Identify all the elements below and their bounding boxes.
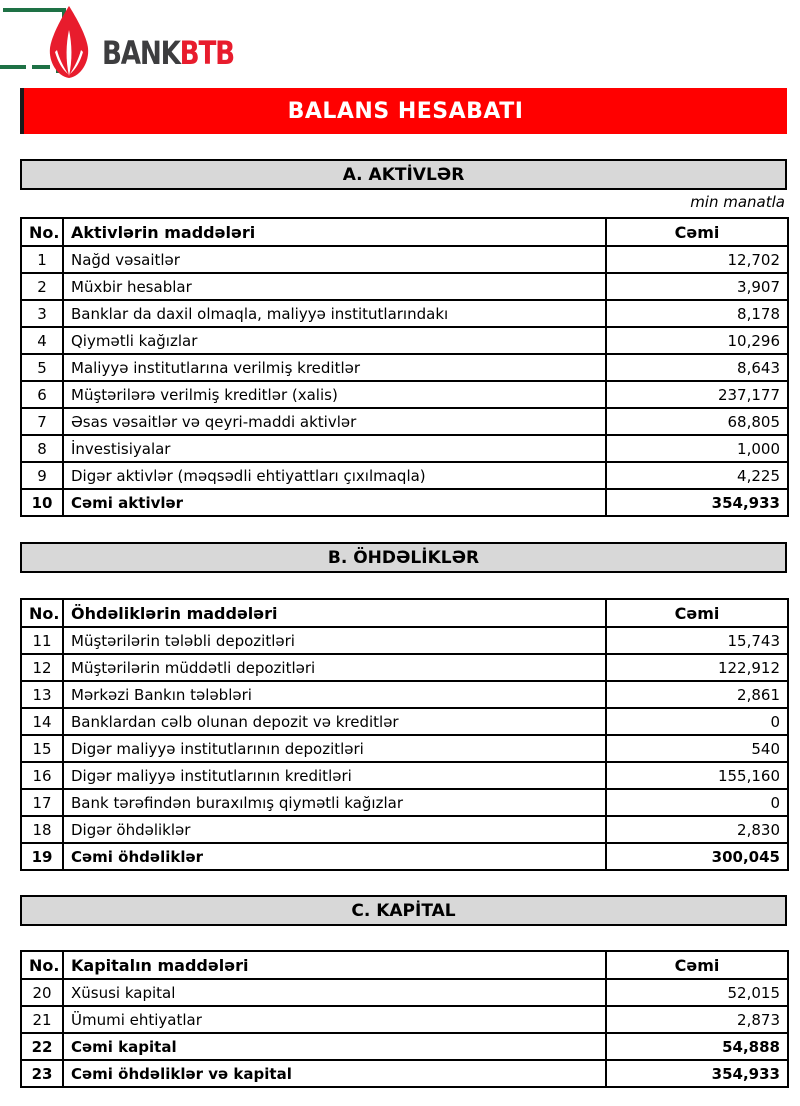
table-header-row: [21, 218, 788, 246]
table-row: [21, 327, 788, 354]
row-value: 52,015: [606, 979, 788, 1006]
row-label: Banklardan cəlb olunan depozit və kreditlər: [63, 708, 606, 735]
row-number: 7: [21, 408, 63, 435]
row-label: Müştərilərə verilmiş kreditlər (xalis): [63, 381, 606, 408]
table-row: [21, 246, 788, 273]
column-header-total: Cəmi: [606, 218, 788, 246]
row-label: Xüsusi kapital: [63, 979, 606, 1006]
row-value: 12,702: [606, 246, 788, 273]
row-number: 20: [21, 979, 63, 1006]
report-title: BALANS HESABATI: [287, 98, 524, 124]
assets-table: [20, 217, 789, 517]
row-value: 0: [606, 789, 788, 816]
row-label: Digər öhdəliklər: [63, 816, 606, 843]
row-label: Digər maliyyə institutlarının depozitləri: [63, 735, 606, 762]
table-header-row: [21, 599, 788, 627]
table-row: [21, 843, 788, 870]
row-label: Cəmi öhdəliklər: [63, 843, 606, 870]
row-value: 2,873: [606, 1006, 788, 1033]
table-row: [21, 816, 788, 843]
column-header-no: No.: [21, 951, 63, 979]
column-header-items: Aktivlərin maddələri: [63, 218, 606, 246]
row-value: 354,933: [606, 489, 788, 516]
capital-table: [20, 950, 789, 1088]
row-number: 22: [21, 1033, 63, 1060]
row-label: Digər aktivlər (məqsədli ehtiyattları çıxılmaqla): [63, 462, 606, 489]
table-row: [21, 627, 788, 654]
row-value: 8,643: [606, 354, 788, 381]
logo-bank-text: BANK: [102, 34, 180, 72]
report-title-banner: [20, 88, 787, 134]
row-label: Cəmi kapital: [63, 1033, 606, 1060]
table-row: [21, 708, 788, 735]
row-number: 19: [21, 843, 63, 870]
table-row: [21, 435, 788, 462]
table-row: [21, 1006, 788, 1033]
section-header-assets: [20, 159, 787, 190]
row-value: 10,296: [606, 327, 788, 354]
row-label: Mərkəzi Bankın tələbləri: [63, 681, 606, 708]
table-row: [21, 300, 788, 327]
row-number: 13: [21, 681, 63, 708]
row-number: 5: [21, 354, 63, 381]
table-header-row: [21, 951, 788, 979]
row-number: 6: [21, 381, 63, 408]
row-number: 11: [21, 627, 63, 654]
row-number: 17: [21, 789, 63, 816]
row-number: 4: [21, 327, 63, 354]
row-value: 354,933: [606, 1060, 788, 1087]
row-value: 68,805: [606, 408, 788, 435]
column-header-items: Kapitalın maddələri: [63, 951, 606, 979]
row-number: 16: [21, 762, 63, 789]
row-number: 3: [21, 300, 63, 327]
section-title: A. AKTİVLƏR: [342, 164, 465, 185]
row-number: 2: [21, 273, 63, 300]
row-label: Nağd vəsaitlər: [63, 246, 606, 273]
row-label: Müştərilərin tələbli depozitləri: [63, 627, 606, 654]
row-value: 237,177: [606, 381, 788, 408]
table-row: [21, 408, 788, 435]
row-number: 18: [21, 816, 63, 843]
row-number: 14: [21, 708, 63, 735]
column-header-total: Cəmi: [606, 951, 788, 979]
section-header-capital: [20, 895, 787, 926]
flame-icon: [44, 6, 94, 78]
table-row: [21, 354, 788, 381]
logo-wordmark: [102, 34, 234, 72]
row-label: Qiymətli kağızlar: [63, 327, 606, 354]
row-label: Bank tərəfindən buraxılmış qiymətli kağızlar: [63, 789, 606, 816]
row-label: İnvestisiyalar: [63, 435, 606, 462]
row-label: Banklar da daxil olmaqla, maliyyə institutlarındakı: [63, 300, 606, 327]
row-number: 21: [21, 1006, 63, 1033]
row-label: Ümumi ehtiyatlar: [63, 1006, 606, 1033]
row-value: 8,178: [606, 300, 788, 327]
row-label: Maliyyə institutlarına verilmiş kreditlər: [63, 354, 606, 381]
logo-btb-text: BTB: [179, 34, 234, 72]
unit-note: min manatla: [690, 193, 785, 211]
row-value: 540: [606, 735, 788, 762]
row-value: 3,907: [606, 273, 788, 300]
row-label: Müştərilərin müddətli depozitləri: [63, 654, 606, 681]
liabilities-table: [20, 598, 789, 871]
table-row: [21, 789, 788, 816]
row-number: 15: [21, 735, 63, 762]
row-value: 15,743: [606, 627, 788, 654]
row-value: 1,000: [606, 435, 788, 462]
table-row: [21, 462, 788, 489]
row-value: 0: [606, 708, 788, 735]
table-row: [21, 1033, 788, 1060]
row-label: Əsas vəsaitlər və qeyri-maddi aktivlər: [63, 408, 606, 435]
table-row: [21, 979, 788, 1006]
row-label: Digər maliyyə institutlarının kreditləri: [63, 762, 606, 789]
table-row: [21, 273, 788, 300]
row-value: 2,861: [606, 681, 788, 708]
section-title: C. KAPİTAL: [351, 900, 456, 921]
row-number: 9: [21, 462, 63, 489]
row-label: Cəmi öhdəliklər və kapital: [63, 1060, 606, 1087]
column-header-items: Öhdəliklərin maddələri: [63, 599, 606, 627]
row-number: 23: [21, 1060, 63, 1087]
bank-btb-logo: [44, 6, 263, 78]
table-row: [21, 681, 788, 708]
row-value: 54,888: [606, 1033, 788, 1060]
table-row: [21, 762, 788, 789]
row-value: 122,912: [606, 654, 788, 681]
column-header-no: No.: [21, 218, 63, 246]
row-number: 12: [21, 654, 63, 681]
table-row: [21, 489, 788, 516]
row-value: 155,160: [606, 762, 788, 789]
table-row: [21, 381, 788, 408]
row-number: 8: [21, 435, 63, 462]
section-title: B. ÖHDƏLİKLƏR: [327, 547, 480, 568]
table-row: [21, 1060, 788, 1087]
column-header-total: Cəmi: [606, 599, 788, 627]
column-header-no: No.: [21, 599, 63, 627]
row-number: 1: [21, 246, 63, 273]
row-value: 4,225: [606, 462, 788, 489]
row-value: 2,830: [606, 816, 788, 843]
row-value: 300,045: [606, 843, 788, 870]
row-label: Müxbir hesablar: [63, 273, 606, 300]
section-header-liabilities: [20, 542, 787, 573]
table-row: [21, 654, 788, 681]
row-label: Cəmi aktivlər: [63, 489, 606, 516]
row-number: 10: [21, 489, 63, 516]
table-row: [21, 735, 788, 762]
